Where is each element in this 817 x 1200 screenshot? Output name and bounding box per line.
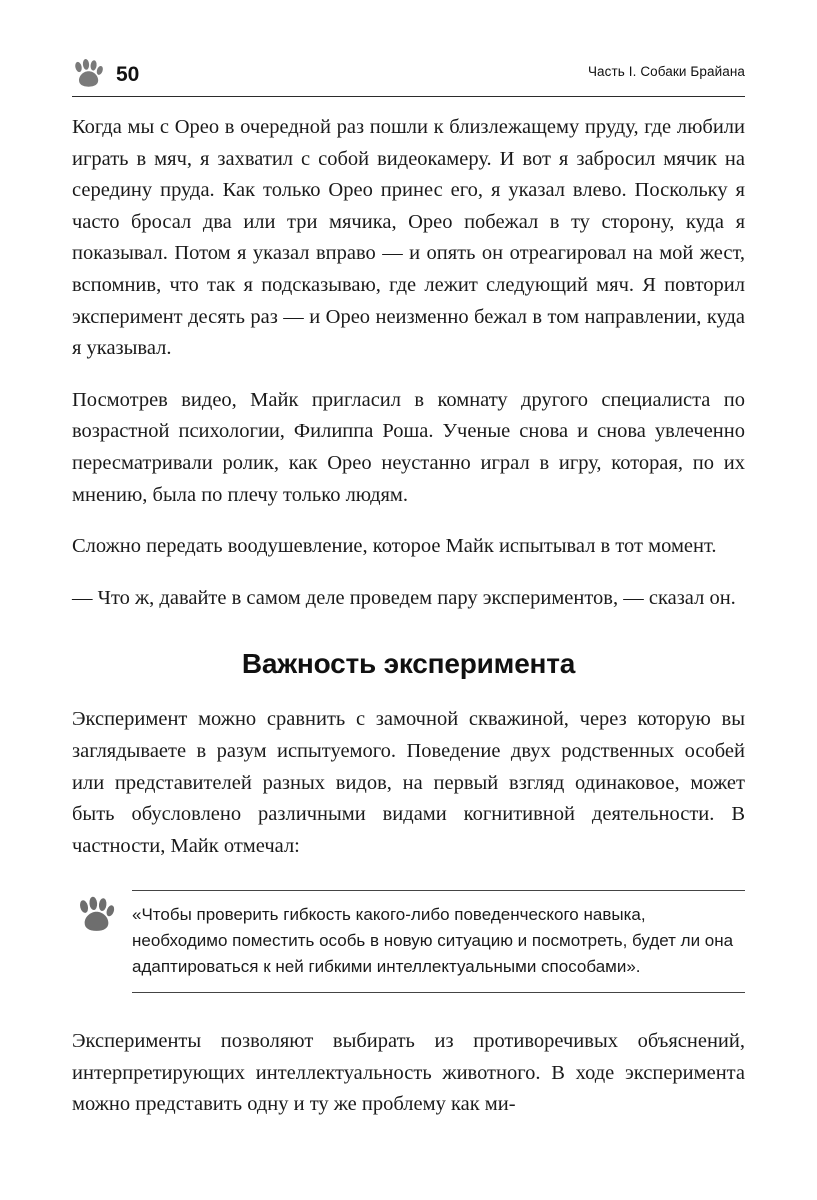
paw-print-icon (76, 894, 118, 939)
paragraph: Посмотрев видео, Майк пригласил в комнату другого специалиста по возрастной психологии, Филиппа Роша. Ученые снова и снова увлеченно пересматривали ролик, как Орео неустанно играл в игру, которая, по их мнению, была по плечу только людям. (72, 388, 745, 506)
paw-print-icon (72, 58, 106, 88)
paragraph: Эксперименты позволяют выбирать из противоречивых объяснений, интерпретирующих интеллектуальность животного. В ходе эксперимента можно представить одну и ту же проблему как ми- (72, 1030, 745, 1116)
paragraph: Когда мы с Орео в очередной раз пошли к близлежащему пруду, где любили играть в мяч, я захватил с собой видеокамеру. И вот я забросил мячик на середину пруда. Как только Орео принес его, я указал влево. Поскольку я часто бросал два или три мячика, Орео побежал в ту сторону, куда я показывал. Потом я указал вправо — и опять он отреагировал на мой жест, вспомнив, что так я подсказываю, где лежит следующий мяч. Я повторил эксперимент десять раз — и Орео неизменно бежал в том направлении, куда я указывал. (72, 116, 745, 360)
paragraph: Эксперимент можно сравнить с замочной скважиной, через которую вы заглядываете в разум испытуемого. Поведение двух родственных особей или представителей разных видов, на первый взгляд одинаковое, может быть обусловлено различными видами когнитивной деятельности. В частности, Майк отмечал: (72, 708, 745, 857)
quote-rules (132, 890, 745, 993)
paragraph: Сложно передать воодушевление, которое Майк испытывал в тот момент. (72, 535, 717, 558)
paragraph: — Что ж, давайте в самом деле проведем пару экспериментов, — сказал он. (72, 586, 736, 609)
quote-text: «Чтобы проверить гибкость какого-либо поведенческого навыка, необходимо поместить особь в новую ситуацию и посмотреть, будет ли она адаптироваться к ней гибкими интеллектуальными способами». (132, 905, 734, 977)
header-left-group (72, 58, 139, 88)
pull-quote (72, 890, 745, 1000)
running-head: Часть I. Собаки Брайана (587, 64, 745, 79)
page-content (72, 112, 745, 1121)
page-number: 50 (116, 62, 140, 86)
page-header (72, 58, 745, 97)
section-title: Важность эксперимента (241, 648, 576, 680)
